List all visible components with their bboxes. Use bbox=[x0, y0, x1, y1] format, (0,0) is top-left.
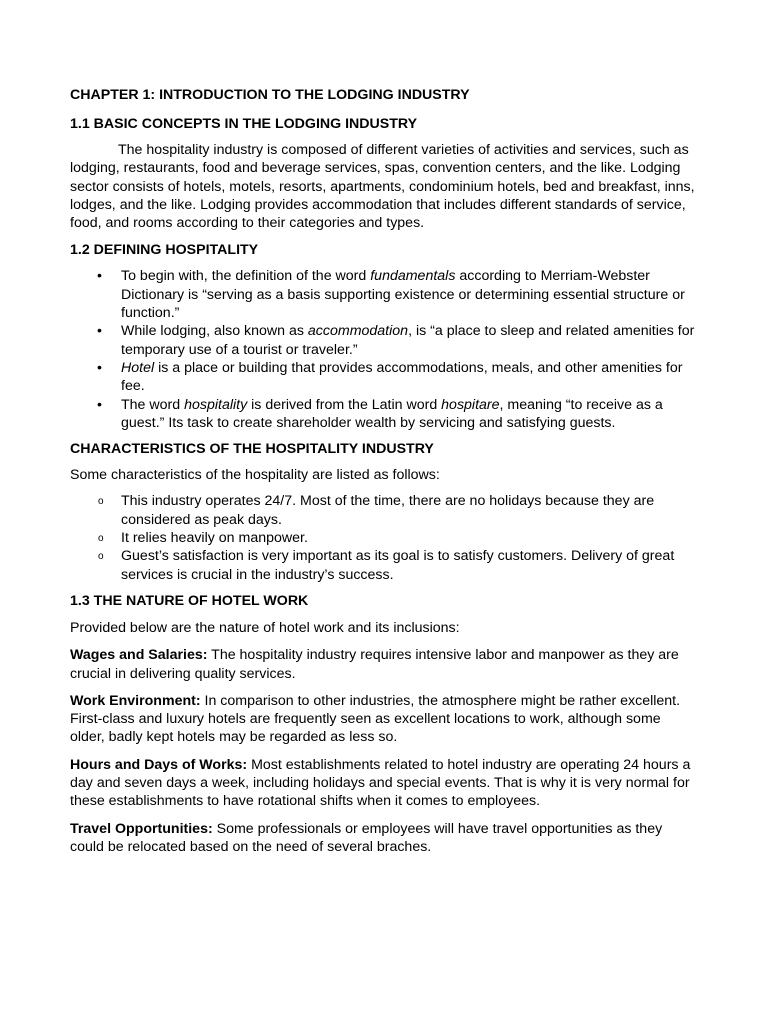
list-item bbox=[70, 359, 698, 396]
wages-text: The hospitality industry requires intensive labor and manpower as they are crucial in delivering quality services. bbox=[70, 647, 679, 682]
wages-paragraph bbox=[70, 646, 698, 683]
item-text: It relies heavily on manpower. bbox=[121, 530, 308, 547]
item-text: To begin with, the definition of the word bbox=[121, 268, 371, 285]
section-1-1-paragraph: The hospitality industry is composed of different varieties of activities and services, such as lodging, restaurants, food and beverage services, spas, convention centers, and the like. Lodging sector consists of hotels, motels, resorts, apartments, condominium hotels, bed and breakfast, inns, lodges, and the like. Lodging provides accommodation that includes different standards of service, food, and rooms according to their categories and types. bbox=[70, 142, 695, 232]
hours-paragraph bbox=[70, 756, 698, 811]
list-item bbox=[70, 322, 698, 359]
characteristics-heading: CHARACTERISTICS OF THE HOSPITALITY INDUSTRY bbox=[70, 441, 434, 458]
section-1-1-heading: 1.1 BASIC CONCEPTS IN THE LODGING INDUSTRY bbox=[70, 116, 418, 132]
section-1-3-heading: 1.3 THE NATURE OF HOTEL WORK bbox=[70, 592, 309, 609]
travel-paragraph bbox=[70, 820, 698, 857]
item-emphasis: hospitare bbox=[441, 396, 500, 413]
item-text: according to Merriam-Webster Dictionary is “serving as a basis supporting existence or determining essential structure or function.” bbox=[121, 268, 685, 322]
bullet-marker: • bbox=[97, 396, 102, 413]
item-emphasis: Hotel bbox=[121, 359, 155, 376]
circle-bullet-marker: o bbox=[98, 533, 104, 545]
item-text: is derived from the Latin word bbox=[247, 396, 442, 413]
list-item bbox=[70, 267, 698, 322]
item-text: is a place or building that provides accommodations, meals, and other amenities for fee. bbox=[121, 359, 683, 395]
work-environment-text: In comparison to other industries, the atmosphere might be rather excellent. First-class and luxury hotels are frequently seen as excellent locations to work, although some older, badly kept hotels may be regarded as less so. bbox=[70, 692, 681, 746]
item-text: Guest’s satisfaction is very important as its goal is to satisfy customers. Delivery of great services is crucial in the industry’s success. bbox=[121, 548, 675, 583]
work-environment-label: Work Environment: bbox=[70, 692, 201, 709]
section-1-2-heading: 1.2 DEFINING HOSPITALITY bbox=[70, 242, 259, 259]
item-text: , is “a place to sleep and related amenities for temporary use of a tourist or traveler.” bbox=[121, 323, 695, 358]
work-environment-paragraph bbox=[70, 692, 698, 747]
item-emphasis: accommodation bbox=[307, 323, 409, 340]
bullet-marker: • bbox=[97, 323, 102, 340]
item-text: , meaning “to receive as a guest.” Its task to create shareholder wealth by servicing and satisfying guests. bbox=[121, 396, 663, 431]
bullet-marker: • bbox=[97, 268, 102, 285]
wages-label: Wages and Salaries: bbox=[70, 647, 208, 664]
item-emphasis: fundamentals bbox=[370, 268, 456, 285]
list-item bbox=[70, 492, 698, 529]
chapter-title: CHAPTER 1: INTRODUCTION TO THE LODGING INDUSTRY bbox=[70, 87, 470, 103]
list-item bbox=[70, 529, 698, 547]
bullet-marker: • bbox=[97, 359, 102, 376]
list-item bbox=[70, 396, 698, 433]
item-text: This industry operates 24/7. Most of the time, there are no holidays because they are considered as peak days. bbox=[121, 493, 655, 528]
hours-label: Hours and Days of Works: bbox=[70, 756, 248, 773]
circle-bullet-marker: o bbox=[98, 496, 104, 508]
definitions-list bbox=[70, 267, 698, 432]
section-1-3-intro: Provided below are the nature of hotel work and its inclusions: bbox=[70, 619, 460, 636]
characteristics-list bbox=[70, 492, 698, 583]
characteristics-intro: Some characteristics of the hospitality are listed as follows: bbox=[70, 467, 440, 484]
circle-bullet-marker: o bbox=[98, 551, 104, 563]
hours-text: Most establishments related to hotel industry are operating 24 hours a day and seven days a week, including holidays and special events. That is why it is very normal for these establishments to have rotational shifts when it comes to employees. bbox=[70, 756, 691, 810]
item-text: While lodging, also known as bbox=[121, 323, 308, 340]
list-item bbox=[70, 547, 698, 584]
travel-text: Some professionals or employees will have travel opportunities as they could be relocated based on the need of several braches. bbox=[70, 820, 663, 855]
item-emphasis: hospitality bbox=[184, 396, 248, 413]
travel-label: Travel Opportunities: bbox=[70, 820, 213, 837]
item-text: The word bbox=[121, 396, 185, 413]
